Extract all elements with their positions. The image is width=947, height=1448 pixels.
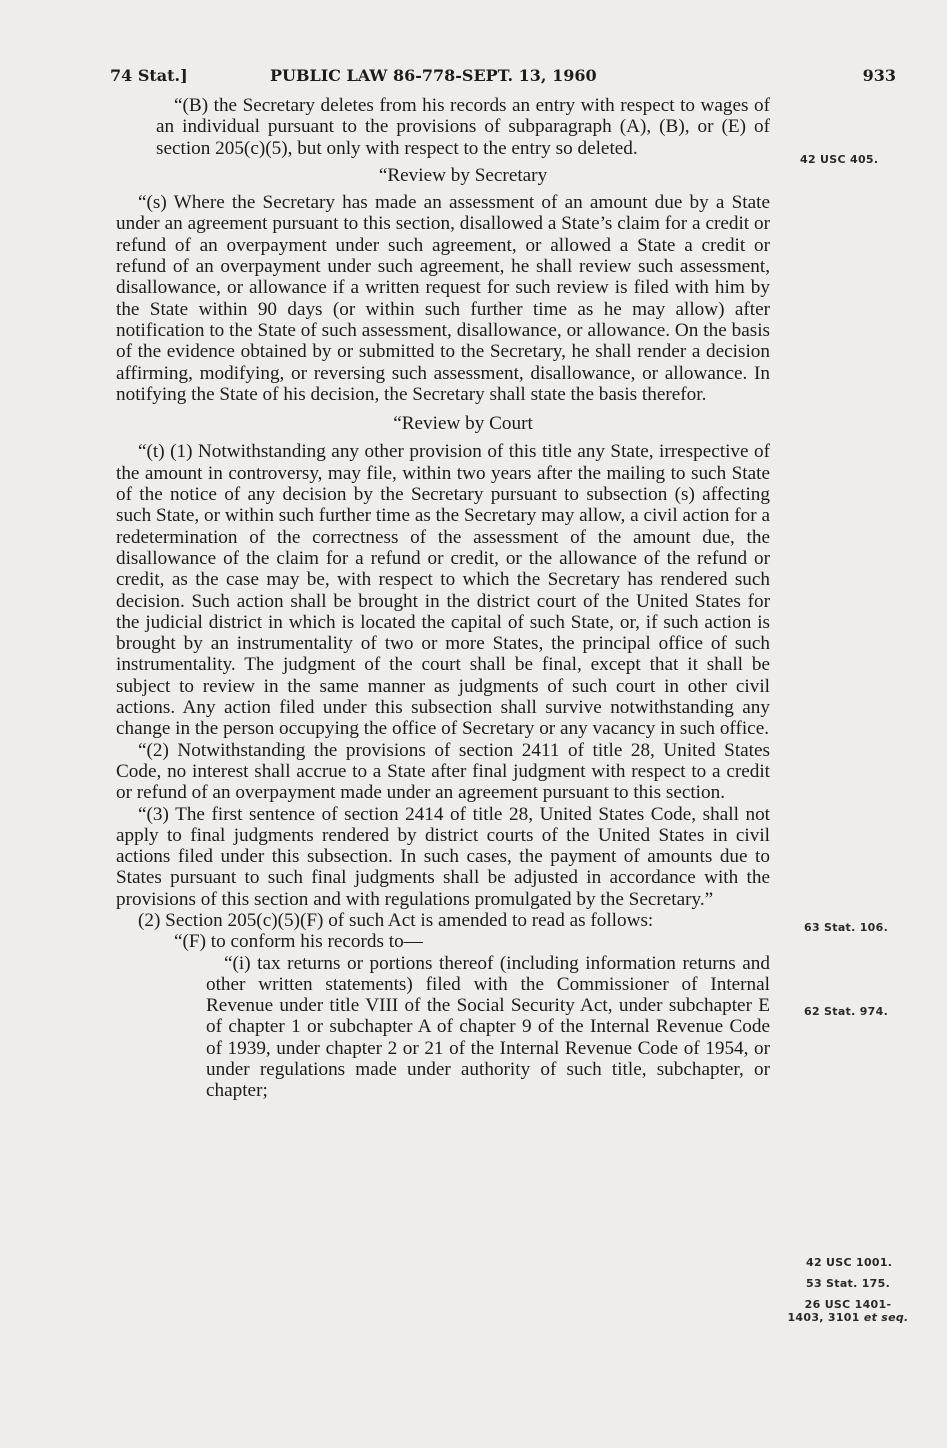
margin-note-26-usc-1401 — [778, 1298, 918, 1324]
stat-reference: 74 Stat.] — [110, 66, 188, 85]
page-header — [110, 66, 896, 90]
margin-note-63-stat-106: 63 Stat. 106. — [804, 921, 889, 934]
clause-b: “(B) the Secretary deletes from his records an entry with respect to wages of an individual pursuant to the provisions of subparagraph (A), (B), or (E) of section 205(c)(5), but only with respect to the entry so deleted. — [156, 95, 770, 159]
subsection-t-3: “(3) The first sentence of section 2414 of title 28, United States Code, shall not apply to final judgments rendered by district courts of the United States in civil actions filed under this subsection. In such cases, the payment of amounts due to States pursuant to such final judgments shall be adjusted in accordance with the provisions of this section and with regulations promulgated by the Secretary.” — [116, 803, 770, 910]
margin-note-et-seq: et seq. — [863, 1311, 909, 1324]
margin-note-26-usc-line-2 — [778, 1311, 918, 1324]
margin-note-26-usc-sections: 1403, 3101 — [787, 1311, 864, 1324]
section-2-amendment: (2) Section 205(c)(5)(F) of such Act is amended to read as follows: — [138, 909, 654, 931]
subsection-t-2: “(2) Notwithstanding the provisions of section 2411 of title 28, United States Code, no interest shall accrue to a State after final judgment with respect to a credit or refund of an overpayment made under an agreement pursuant to this section. — [116, 739, 770, 804]
margin-note-42-usc-1001: 42 USC 1001. — [806, 1256, 893, 1269]
margin-note-62-stat-974: 62 Stat. 974. — [804, 1005, 889, 1018]
item-f: “(F) to conform his records to— — [174, 931, 423, 953]
margin-note-42-usc-405: 42 USC 405. — [800, 153, 879, 166]
law-title: PUBLIC LAW 86-778-SEPT. 13, 1960 — [270, 66, 597, 85]
heading-review-by-court: “Review by Court — [393, 413, 533, 435]
page-number: 933 — [862, 66, 896, 85]
item-i: “(i) tax returns or portions thereof (including information returns and other written statements) filed with the Commissioner of Internal Revenue under title VIII of the Social Security Act, under subchapter E of chapter 1 or subchapter A of chapter 9 of the Internal Revenue Code of 1939, under chapter 2 or 21 of the Internal Revenue Code of 1954, or under regulations made under authority of such title, subchapter, or chapter; — [206, 952, 770, 1102]
subsection-t-1: “(t) (1) Notwithstanding any other provision of this title any State, irrespective of the amount in controversy, may file, within two years after the mailing to such State of the notice of any decision by the Secretary pursuant to subsection (s) affecting such State, or within such further time as the Secretary may allow, a civil action for a redetermination of the correctness of the assessment of the amount due, the disallowance of the claim for a refund or credit, or the allowance of the refund or credit, as the case may be, with respect to which the Secretary has rendered such decision. Such action shall be brought in the district court of the United States for the judicial district in which is located the capital of such State, or, if such action is brought by an instrumentality of two or more States, the principal office of such instrumentality. The judgment of the court shall be final, except that it shall be subject to review in the same manner as judgments of such court in other civil actions. Any action filed under this subsection shall survive notwithstanding any change in the person occupying the office of Secretary or any vacancy in such office. — [116, 441, 770, 740]
subsection-s: “(s) Where the Secretary has made an assessment of an amount due by a State under an agreement pursuant to this section, disallowed a State’s claim for a credit or refund of an overpayment under such agreement, or allowed a State a credit or refund of an overpayment under such agreement, he shall review such assessment, disallowance, or allowance if a written request for such review is filed with him by the State within 90 days (or within such further time as he may allow) after notification to the State of such assessment, disallowance, or allowance. On the basis of the evidence obtained by or submitted to the Secretary, he shall render a decision affirming, modifying, or reversing such assessment, disallowance, or allowance. In notifying the State of his decision, the Secretary shall state the basis therefor. — [116, 192, 770, 405]
margin-note-26-usc-line-1: 26 USC 1401- — [804, 1298, 892, 1311]
heading-review-by-secretary: “Review by Secretary — [378, 164, 548, 186]
document-body — [116, 95, 770, 1102]
margin-note-53-stat-175: 53 Stat. 175. — [806, 1277, 891, 1290]
